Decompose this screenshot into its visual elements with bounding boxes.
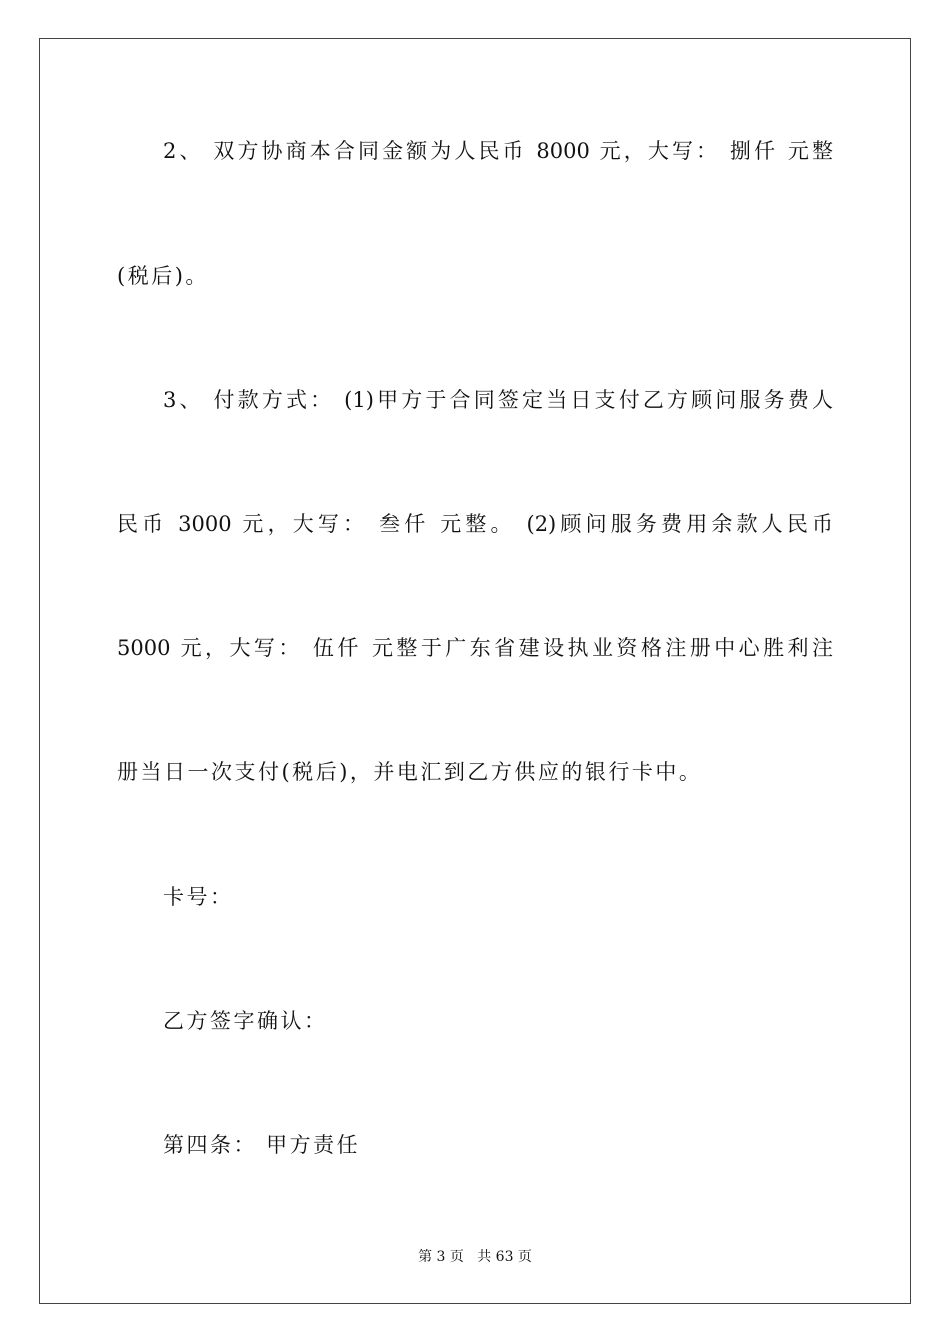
clause-3-line-4: 册当日一次支付(税后)，并电汇到乙方供应的银行卡中。 <box>117 760 703 784</box>
clause-2-line-2: (税后)。 <box>117 264 209 288</box>
clause-3-line-1: 3、 付款方式： (1)甲方于合同签定当日支付乙方顾问服务费人 <box>163 388 833 412</box>
page-border <box>39 38 911 1304</box>
page-number-footer: 第 3 页 共 63 页 <box>418 1249 532 1265</box>
party-b-signature-label: 乙方签字确认： <box>163 1009 328 1033</box>
clause-3-line-3: 5000 元，大写： 伍仟 元整于广东省建设执业资格注册中心胜利注 <box>117 636 833 660</box>
card-number-label: 卡号： <box>163 885 234 909</box>
clause-2-line-1: 2、 双方协商本合同金额为人民币 8000 元，大写： 捌仟 元整 <box>163 139 833 163</box>
clause-3-line-2: 民币 3000 元，大写： 叁仟 元整。 (2)顾问服务费用余款人民币 <box>117 512 833 536</box>
article-4-heading: 第四条： 甲方责任 <box>163 1133 361 1157</box>
